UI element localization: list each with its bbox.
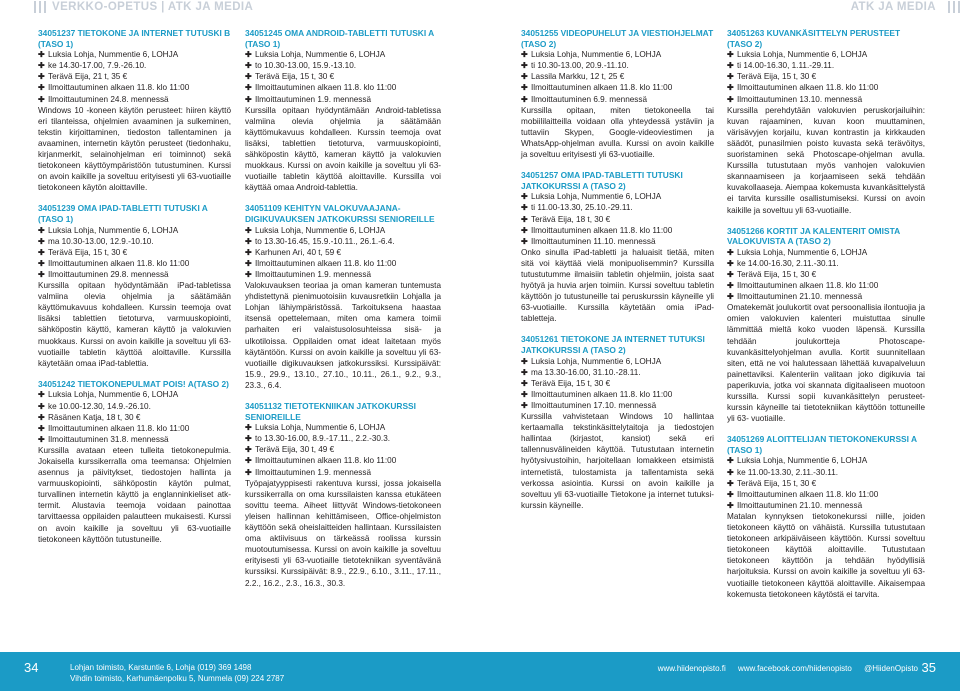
course-block xyxy=(521,170,714,324)
plus-icon: ✚ xyxy=(38,61,45,71)
course-block xyxy=(521,334,714,511)
course-title: 34051266 KORTIT JA KALENTERIT OMISTA VALOKUVISTA A (TASO 2) xyxy=(727,225,900,247)
plus-icon: ✚ xyxy=(727,281,734,291)
plus-icon: ✚ xyxy=(727,247,734,257)
course-detail-text: Ilmoittautuminen 24.8. mennessä xyxy=(48,94,169,104)
page-footer xyxy=(0,652,960,691)
column-2 xyxy=(245,28,441,599)
course-detail-text: Ilmoittautuminen alkaen 11.8. klo 11:00 xyxy=(531,225,673,235)
plus-icon: ✚ xyxy=(521,72,528,82)
plus-icon: ✚ xyxy=(727,269,734,279)
course-detail-line xyxy=(38,236,231,247)
plus-icon: ✚ xyxy=(245,61,252,71)
course-description: Työpajatyyppisesti rakentuva kurssi, jossa jokaisella kurssikerralla on oma kurssilaisten kanssa etukäteen sovittu teema. Aiheet liittyvät Windows-tietokoneen yleisen hallinnan kehittämiseen, Office-ohjelmiston käyttöön sekä oheislaitteiden hallintaan. Kurssilaisten oma aktiivisuus on tärkeässä roolissa kurssin muotoutumisessa. Kurssi on avoin kaikille ja soveltuu erityisesti yli 63-vuotiaille tietotekniikan syventävänä kurssiksi. Kurssipäivät: 8.9., 22.9., 6.10., 3.11., 17.11., 2.2., 16.2., 2.3., 16.3., 30.3. xyxy=(245,478,441,588)
course-title: 34051109 KEHITYN VALOKUVAAJANA-DIGIKUVAUKSEN JATKOKURSSI SENIOREILLE xyxy=(245,203,435,224)
footer-address-vihti: Vihdin toimisto, Karhumäenpolku 5, Nummela (09) 224 2787 xyxy=(70,674,285,683)
course-detail-text: ma 13.30-16.00, 31.10.-28.11. xyxy=(531,367,641,377)
course-block xyxy=(245,401,441,589)
plus-icon: ✚ xyxy=(245,467,252,477)
plus-icon: ✚ xyxy=(521,356,528,366)
plus-icon: ✚ xyxy=(245,236,252,246)
header-stripes-right xyxy=(945,1,960,19)
course-detail-line xyxy=(245,247,441,258)
course-detail-line xyxy=(38,401,231,412)
course-description: Omatekemät joulukortit ovat persoonallisia ilontuojia ja omien valokuvien kalenteri muistuttaa sinulle lämmittää mieltä koko vuoden läpensä. Kurssilla tehdään joulukortteja Photoscape-kuvankäsittelyohjelman avulla. Kortit suunnitellaan siten, että ne voi halutessaan lähettää kuvapalveluun painettaviksi. Kalenteriin valitaan joko digikuvia tai paperikuvia, jotka voi skannata digitaaliseen muotoon kurssilla. Kurssi sopii kuvankäsittelyn perusteet-kurssin käyneille tai tietotekniikan käyttöön tottuneille yli 63- vuotiaille. xyxy=(727,303,925,424)
course-detail-line xyxy=(245,94,441,105)
plus-icon: ✚ xyxy=(245,83,252,93)
course-description: Kurssilla opitaan, miten tietokoneella tai mobiililaitteilla voidaan olla yhteydessä ystäviin ja tuttaviin Skypen, Google-videoviestimen ja WhatsApp-ohjelman avulla. Kurssi on avoin kaikille ja soveltuu erityisesti yli 63-vuotiaille. xyxy=(521,105,714,160)
course-detail-text: Ilmoittautuminen 1.9. mennessä xyxy=(255,467,372,477)
course-detail-line xyxy=(727,280,925,291)
course-detail-text: Ilmoittautuminen 21.10. mennessä xyxy=(737,292,863,302)
plus-icon: ✚ xyxy=(38,423,45,433)
course-detail-text: ti 10.30-13.00, 20.9.-11.10. xyxy=(531,61,629,71)
page-header xyxy=(0,0,960,16)
plus-icon: ✚ xyxy=(245,269,252,279)
course-detail-text: to 13.30-16.45, 15.9.-10.11., 26.1.-6.4. xyxy=(255,236,395,246)
plus-icon: ✚ xyxy=(521,378,528,388)
course-detail-line xyxy=(521,214,714,225)
course-detail-text: Ilmoittautuminen 31.8. mennessä xyxy=(48,434,169,444)
course-detail-text: Luksia Lohja, Nummentie 6, LOHJA xyxy=(531,50,662,60)
plus-icon: ✚ xyxy=(727,478,734,488)
course-detail-line xyxy=(245,433,441,444)
plus-icon: ✚ xyxy=(727,94,734,104)
footer-links xyxy=(648,663,918,674)
course-title: 34051263 KUVANKÄSITTELYN PERUSTEET (TASO 2) xyxy=(727,28,901,49)
course-detail-line xyxy=(38,49,231,60)
plus-icon: ✚ xyxy=(727,500,734,510)
plus-icon: ✚ xyxy=(727,456,734,466)
course-detail-line xyxy=(521,367,714,378)
course-detail-line xyxy=(727,478,925,489)
course-detail-text: Luksia Lohja, Nummentie 6, LOHJA xyxy=(48,225,179,235)
course-detail-text: Karhunen Ari, 40 t, 59 € xyxy=(255,247,342,257)
column-4 xyxy=(727,28,925,610)
course-detail-text: Ilmoittautuminen 1.9. mennessä xyxy=(255,94,372,104)
course-detail-text: Luksia Lohja, Nummentie 6, LOHJA xyxy=(531,192,662,202)
course-description: Onko sinulla iPad-tabletti ja haluaisit tietää, miten sitä voi käyttää vielä monipuolisemmin? Kurssilla tutustutumme ilmaisiin tabletin ohjelmiin, joista saat hyötyä ja huvia arjen toimiin. Kurssi soveltuu tabletin käyttöön jo tutustuneille tai peruskurssin käyneille yli 63-vuotiaille. Kurssilla käytetään omia iPad-tabletteja. xyxy=(521,247,714,324)
plus-icon: ✚ xyxy=(521,61,528,71)
course-title: 34051269 ALOITTELIJAN TIETOKONEKURSSI A (TASO 1) xyxy=(727,434,917,455)
course-detail-text: Terävä Eija, 15 t, 30 € xyxy=(531,378,611,388)
course-detail-text: ti 14.00-16.30, 1.11.-29.11. xyxy=(737,61,835,71)
plus-icon: ✚ xyxy=(521,225,528,235)
course-detail-text: Luksia Lohja, Nummentie 6, LOHJA xyxy=(531,356,662,366)
plus-icon: ✚ xyxy=(521,367,528,377)
course-detail-text: Terävä Eija, 15 t, 30 € xyxy=(737,72,817,82)
plus-icon: ✚ xyxy=(521,401,528,410)
course-detail-text: ma 10.30-13.00, 12.9.-10.10. xyxy=(48,236,154,246)
twitter-link[interactable]: @HiidenOpisto xyxy=(864,664,918,673)
course-detail-line xyxy=(245,269,441,280)
course-detail-text: Ilmoittautuminen 1.9. mennessä xyxy=(255,269,372,279)
course-detail-line xyxy=(521,191,714,202)
course-block xyxy=(727,434,925,599)
course-detail-text: ke 10.00-12.30, 14.9.-26.10. xyxy=(48,401,151,411)
course-detail-text: Ilmoittautuminen alkaen 11.8. klo 11:00 xyxy=(737,281,879,291)
plus-icon: ✚ xyxy=(38,236,45,246)
course-description: Valokuvauksen teoriaa ja oman kameran tuntemusta yhdistettynä pienimuotoisiin kuvausretkiin Lohjalla ja Lohjan lähiympäristössä. Tarkoituksena haastaa itsensä opettelemaan, miten oma kamera toimii parhaiten eri valaistusolosuhteissa sisä- ja ulkotiloissa. Oppilaiden omat ideat laitetaan myös käytäntöön. Kurssi on avoin kaikille ja soveltuu yli 63-vuotiaille digikuvauksen jatkokurssiksi. Kurssipäivät: 15.9., 29.9., 13.10., 27.10., 10.11., 26.1., 9.2., 9.3., 23.3., 6.4. xyxy=(245,281,441,390)
course-detail-line xyxy=(521,378,714,389)
course-detail-line xyxy=(38,412,231,423)
course-title: 34051255 VIDEOPUHELUT JA VIESTIOHJELMAT (TASO 2) xyxy=(521,28,714,49)
course-title: 34051242 TIETOKONEPULMAT POIS! A(TASO 2) xyxy=(38,378,229,389)
course-detail-line xyxy=(521,82,714,93)
course-detail-text: Luksia Lohja, Nummentie 6, LOHJA xyxy=(737,456,868,466)
plus-icon: ✚ xyxy=(727,83,734,93)
course-detail-line xyxy=(521,71,714,82)
facebook-link[interactable]: www.facebook.com/hiidenopisto xyxy=(738,664,852,673)
course-detail-line xyxy=(245,455,441,466)
course-detail-text: Luksia Lohja, Nummentie 6, LOHJA xyxy=(255,225,386,235)
course-detail-line xyxy=(521,389,714,400)
course-detail-line xyxy=(38,60,231,71)
course-detail-text: Terävä Eija, 15 t, 30 € xyxy=(48,247,128,257)
footer-addresses xyxy=(70,662,284,684)
course-detail-line xyxy=(245,258,441,269)
course-detail-text: Ilmoittautuminen alkaen 11.8. klo 11:00 xyxy=(48,423,190,433)
course-detail-line xyxy=(727,489,925,500)
plus-icon: ✚ xyxy=(727,72,734,82)
plus-icon: ✚ xyxy=(245,225,252,235)
plus-icon: ✚ xyxy=(38,50,45,60)
plus-icon: ✚ xyxy=(245,434,252,444)
course-detail-text: Ilmoittautuminen 6.9. mennessä xyxy=(531,94,648,104)
course-detail-text: Ilmoittautuminen alkaen 11.8. klo 11:00 xyxy=(531,83,673,93)
plus-icon: ✚ xyxy=(727,489,734,499)
plus-icon: ✚ xyxy=(38,434,45,444)
page-number-right: 35 xyxy=(921,660,936,675)
plus-icon: ✚ xyxy=(38,258,45,268)
course-detail-text: Ilmoittautuminen 13.10. mennessä xyxy=(737,94,863,104)
course-detail-text: Luksia Lohja, Nummentie 6, LOHJA xyxy=(48,390,179,400)
course-title: 34051239 OMA IPAD-TABLETTI TUTUSKI A (TASO 1) xyxy=(38,203,208,224)
course-detail-line xyxy=(38,225,231,236)
plus-icon: ✚ xyxy=(245,456,252,466)
course-detail-text: Terävä Eija, 21 t, 35 € xyxy=(48,72,128,82)
course-description: Kurssilla perehdytään valokuvien peruskorjailuihin: kuvan rajaaminen, kuvan koon muuttaminen, värisävyjen korjailu, kuvan kontrastin ja kirkkauden säädöt, punasilmien poisto kuvasta sekä terävöitys, suoristaminen sekä Photoscape-ohjelman avulla. Kurssilla tutustutaan myös vanhojen valokuvien skannaamiseen ja korjaamiseen sekä tehdään kuvakollaaseja. Aiempaa kokemusta kuvankäsittelystä ei tarvita kurssille osallistumiseksi. Kurssi on avoin kaikille ja soveltuu yli 63-vuotiaille. xyxy=(727,105,925,215)
course-detail-line xyxy=(727,60,925,71)
plus-icon: ✚ xyxy=(245,94,252,104)
plus-icon: ✚ xyxy=(727,61,734,71)
course-detail-text: to 10.30-13.00, 15.9.-13.10. xyxy=(255,61,357,71)
course-detail-text: Ilmoittautuminen 11.10. mennessä xyxy=(531,236,656,246)
course-detail-line xyxy=(521,202,714,213)
course-detail-line xyxy=(38,389,231,400)
course-detail-text: Ilmoittautuminen 21.10. mennessä xyxy=(737,500,863,510)
course-detail-text: Luksia Lohja, Nummentie 6, LOHJA xyxy=(255,50,386,60)
course-detail-line xyxy=(521,94,714,105)
course-title: 34051132 TIETOTEKNIIKAN JATKOKURSSI SENIOREILLE xyxy=(245,401,416,422)
plus-icon: ✚ xyxy=(245,50,252,60)
plus-icon: ✚ xyxy=(245,258,252,268)
course-detail-text: Ilmoittautuminen alkaen 11.8. klo 11:00 xyxy=(255,258,397,268)
website-link[interactable]: www.hiidenopisto.fi xyxy=(657,664,726,673)
course-description: Kurssilla opitaan hyödyntämään Android-tabletissa valmiina olevia ohjelmia ja säätämään käyttömukavuus kohdalleen. Kurssin teemoja ovat lisäksi, tablettien tietoturva, varmuuskopiointi, sähköpostin käyttö, kameran käyttö ja valokuvien muokkaus. Kurssi on avoin kaikille ja soveltuu yli 63-vuotiaille tabletin käyttöä aloittaville. Kurssilla voi käyttää omaa Android-tablettia. xyxy=(245,105,441,193)
course-detail-line xyxy=(521,236,714,247)
plus-icon: ✚ xyxy=(38,247,45,257)
course-block xyxy=(521,28,714,160)
course-detail-line xyxy=(727,500,925,511)
course-block xyxy=(245,203,441,391)
course-detail-line xyxy=(727,455,925,466)
course-detail-text: Ilmoittautuminen alkaen 11.8. klo 11:00 xyxy=(255,456,397,466)
course-detail-text: Terävä Eija, 15 t, 30 € xyxy=(737,269,817,279)
plus-icon: ✚ xyxy=(38,94,45,104)
header-stripes-left xyxy=(34,1,49,19)
course-detail-text: Terävä Eija, 15 t, 30 € xyxy=(737,478,817,488)
plus-icon: ✚ xyxy=(38,401,45,411)
course-detail-line xyxy=(38,258,231,269)
course-detail-line xyxy=(521,49,714,60)
plus-icon: ✚ xyxy=(521,203,528,213)
course-detail-text: Ilmoittautuminen alkaen 11.8. klo 11:00 xyxy=(255,83,397,93)
plus-icon: ✚ xyxy=(521,83,528,93)
course-detail-line xyxy=(245,60,441,71)
plus-icon: ✚ xyxy=(727,292,734,302)
course-detail-line xyxy=(727,467,925,478)
course-detail-text: ke 11.00-13.30, 2.11.-30.11. xyxy=(737,467,839,477)
course-detail-line xyxy=(38,71,231,82)
course-description: Matalan kynnyksen tietokonekurssi niille, joiden tietokoneen käyttö on vähäistä. Kurssilla tutustutaan tietokoneen arkipäiväiseen käyttöön. Kurssi soveltuu tietokoneen käyttöä aloittaville. Tutustutaan tietokoneen käyttöön ja tehdään hyödyllisiä harjoituksia. Kurssi on avoin kaikille ja soveltuu yli 63-vuotiaille tietokoneen käyttöä aloittaville. Aikaisempaa kokemusta tietokoneen käytöstä ei tarvita. xyxy=(727,511,925,599)
course-detail-text: Ilmoittautuminen alkaen 11.8. klo 11:00 xyxy=(48,258,190,268)
course-detail-line xyxy=(38,247,231,258)
course-detail-line xyxy=(38,269,231,280)
course-detail-text: Terävä Eija, 15 t, 30 € xyxy=(255,72,335,82)
course-detail-text: Luksia Lohja, Nummentie 6, LOHJA xyxy=(255,423,386,433)
course-description: Kurssilla avataan eteen tulleita tietokonepulmia. Jokaisella kurssikerralla oma teemansa: Ohjelmien asennus ja päivitykset, tiedostojen hallinta ja varmuuskopiointi, sähköpostin käytön pulmat, turvallinen internetin käyttö ja englanninkieliset atk-termit. Alustavia teemoja voidaan painottaa tarvittaessa oppilaiden palautteen mukaisesti. Kurssi on avoin kaikille ja soveltuu yli 63-vuotiaille tietokoneen käyttöön tutustuneille. xyxy=(38,445,231,544)
course-title: 34051245 OMA ANDROID-TABLETTI TUTUSKI A (TASO 1) xyxy=(245,28,434,49)
plus-icon: ✚ xyxy=(245,247,252,257)
course-detail-line xyxy=(245,71,441,82)
course-detail-text: Ilmoittautuminen 17.10. mennessä xyxy=(531,401,657,410)
course-block xyxy=(38,379,231,545)
course-description: Kurssilla opitaan hyödyntämään iPad-tabletissa valmiina olevia ohjelmia ja säätämään käyttömukavuus kohdalleen. Kurssin teemoja ovat lisäksi tablettien tietoturva, varmuuskopiointi, sähköpostin käyttö, kameran käyttö ja valokuvien muokkaus. Kurssi on avoin kaikille ja soveltuu yli 63-vuotiaille tabletin käyttöä aloittaville. Kurssilla käytetään omaa iPad-tablettia. xyxy=(38,281,231,368)
plus-icon: ✚ xyxy=(727,467,734,477)
course-detail-text: Räsänen Katja, 18 t, 30 € xyxy=(48,412,141,422)
course-title: 34051261 TIETOKONE JA INTERNET TUTUKSI JATKOKURSSI A (TASO 2) xyxy=(521,334,705,356)
course-detail-line xyxy=(245,225,441,236)
header-right-title: ATK JA MEDIA xyxy=(850,1,936,13)
plus-icon: ✚ xyxy=(38,83,45,93)
plus-icon: ✚ xyxy=(727,258,734,268)
course-detail-line xyxy=(727,71,925,82)
page-number-left: 34 xyxy=(24,660,39,675)
header-left-title: VERKKO-OPETUS | ATK JA MEDIA xyxy=(52,1,254,13)
course-detail-text: Ilmoittautuminen alkaen 11.8. klo 11:00 xyxy=(737,489,879,499)
plus-icon: ✚ xyxy=(521,389,528,399)
plus-icon: ✚ xyxy=(521,50,528,60)
course-detail-text: Luksia Lohja, Nummentie 6, LOHJA xyxy=(48,50,179,60)
course-detail-line xyxy=(727,82,925,93)
course-detail-line xyxy=(727,94,925,105)
plus-icon: ✚ xyxy=(521,214,528,224)
course-detail-text: ke 14.30-17.00, 7.9.-26.10. xyxy=(48,61,147,71)
plus-icon: ✚ xyxy=(38,72,45,82)
course-description: Windows 10 -koneen käytön perusteet: hiiren käyttö eri tilanteissa, ohjelmien avaaminen ja sulkeminen, tekstin kirjoittaminen, tiedoston tallentaminen ja avaaminen, internetin käytön perusteet (tiedonhaku, kirjanmerkit, selainohjelman eri toiminnot) sekä tietokoneen käyttöympäristöön tutustuminen. Kurssi on avoin kaikille ja soveltuu erityisesti yli 63-vuotiaille tietokoneen käytön aloittaville. xyxy=(38,105,231,193)
course-detail-line xyxy=(727,269,925,280)
course-detail-line xyxy=(38,423,231,434)
plus-icon: ✚ xyxy=(38,412,45,422)
plus-icon: ✚ xyxy=(521,236,528,246)
plus-icon: ✚ xyxy=(38,269,45,279)
course-detail-text: Ilmoittautuminen alkaen 11.8. klo 11:00 xyxy=(48,83,190,93)
course-detail-text: ke 14.00-16.30, 2.11.-30.11. xyxy=(737,258,839,268)
course-detail-line xyxy=(245,444,441,455)
plus-icon: ✚ xyxy=(245,72,252,82)
course-detail-text: ti 11.00-13.30, 25.10.-29.11. xyxy=(531,203,633,213)
plus-icon: ✚ xyxy=(521,192,528,202)
course-detail-text: Ilmoittautuminen 29.8. mennessä xyxy=(48,269,169,279)
course-detail-text: Luksia Lohja, Nummentie 6, LOHJA xyxy=(737,50,868,60)
course-detail-text: Ilmoittautuminen alkaen 11.8. klo 11:00 xyxy=(737,83,879,93)
course-detail-line xyxy=(245,236,441,247)
course-detail-text: to 13.30-16.00, 8.9.-17.11., 2.2.-30.3. xyxy=(255,434,391,444)
course-detail-line xyxy=(38,434,231,445)
course-detail-line xyxy=(245,49,441,60)
course-detail-line xyxy=(727,258,925,269)
course-detail-line xyxy=(521,225,714,236)
course-detail-text: Ilmoittautuminen alkaen 11.8. klo 11:00 xyxy=(531,389,673,399)
course-detail-line xyxy=(521,400,714,411)
course-title: 34051257 OMA IPAD-TABLETTI TUTUSKI JATKOKURSSI A (TASO 2) xyxy=(521,170,683,191)
plus-icon: ✚ xyxy=(245,423,252,433)
plus-icon: ✚ xyxy=(38,225,45,235)
course-detail-line xyxy=(38,82,231,93)
course-detail-line xyxy=(521,356,714,367)
course-detail-line xyxy=(245,467,441,478)
course-detail-line xyxy=(38,94,231,105)
course-detail-line xyxy=(727,49,925,60)
course-detail-line xyxy=(245,422,441,433)
course-block xyxy=(727,28,925,216)
course-detail-line xyxy=(245,82,441,93)
plus-icon: ✚ xyxy=(727,50,734,60)
course-description: Kurssilla vahvistetaan Windows 10 hallintaa kertaamalla tekstinkäsittelytaitoja ja tiedostojen hallintaa (kirjastot, kansiot) sekä eri tallennusvälineiden käyttöä. Tutustutaan internetin hyötysivustoihin, harjoitellaan lomakkeen etsimistä internetistä, tulostamista ja tallentamista sekä verkossa asiointia. Kurssi on avoin kaikille ja soveltuu yli 63-vuotiaille Tietokone ja internet tutuksi-kurssin käyneille. xyxy=(521,412,714,510)
column-3 xyxy=(521,28,714,521)
course-block xyxy=(727,226,925,425)
course-detail-text: Terävä Eija, 18 t, 30 € xyxy=(531,214,611,224)
course-detail-line xyxy=(521,60,714,71)
course-title: 34051237 TIETOKONE JA INTERNET TUTUSKI B (TASO 1) xyxy=(38,28,231,49)
course-detail-text: Terävä Eija, 30 t, 49 € xyxy=(255,445,335,455)
plus-icon: ✚ xyxy=(245,445,252,455)
plus-icon: ✚ xyxy=(38,390,45,400)
plus-icon: ✚ xyxy=(521,94,528,104)
course-block xyxy=(38,203,231,368)
course-detail-line xyxy=(727,247,925,258)
course-detail-text: Luksia Lohja, Nummentie 6, LOHJA xyxy=(737,247,868,257)
course-detail-line xyxy=(727,291,925,302)
course-block xyxy=(38,28,231,193)
course-detail-text: Lassila Markku, 12 t, 25 € xyxy=(531,72,625,82)
column-1 xyxy=(38,28,231,555)
footer-address-lohja: Lohjan toimisto, Karstuntie 6, Lohja (019) 369 1498 xyxy=(70,663,252,672)
course-block xyxy=(245,28,441,193)
